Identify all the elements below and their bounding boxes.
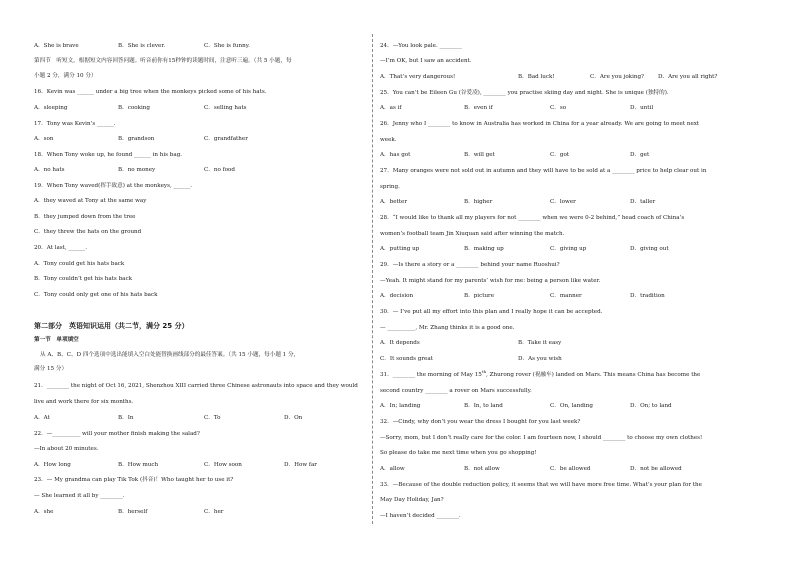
option-a: A．It depends [380,340,420,346]
option-d: D．giving out [630,246,669,252]
question-18: 18．When Tony woke up, he found ______ in his bag. [34,152,183,158]
option-a: A．as if [380,105,402,111]
q31-text-end: , Zhurong rover (祝融车) landed on Mars. This means China has become the [486,372,701,378]
option-d: D．How far [284,462,317,468]
q19-option-a: A．they waved at Tony at the same way [34,198,147,204]
option-c: C．selling hats [204,105,247,111]
option-d: D．Are you all right? [658,74,718,80]
option-a: A．decision [380,293,414,299]
option-a: A．allow [380,466,405,472]
option-b: B．Bad luck! [518,74,555,80]
q19-option-b: B．they jumped down from the tree [34,214,136,220]
section1-title: 第一节 单项填空 [34,337,79,343]
part2-title: 第二部分 英语知识运用（共二节，满分 25 分） [34,322,189,330]
option-b: B．She is clever. [118,43,166,49]
q31-text-start: 31．________ the morning of May 15 [380,372,482,378]
question-32-answer: —Sorry, mom, but I don’t really care for the color. I am fourteen now, I should ________ to choose my own clothes! [380,435,703,441]
q20-option-b: B．Tony couldn’t get his hats back [34,276,133,282]
q31-superscript: th [481,369,487,375]
option-c: C．lower [550,199,576,205]
section1-instructions-cont: 满分 15 分） [34,366,68,372]
question-29-answer: —Yeah. It might stand for my parents’ wish for me: being a person like water. [380,278,601,284]
question-32: 32．—Cindy, why don’t you wear the dress I bought for you last week? [380,419,581,425]
option-a: A．she [34,509,54,515]
question-33: 33．—Because of the double reduction policy, it seems that we will have more free time. What’s your plan for the [380,482,702,488]
option-b: B．will get [464,152,495,158]
option-d: D．until [630,105,654,111]
question-29: 29．—Is there a story or a ________ behind your name Ruoshui? [380,262,560,268]
question-33-cont: May Day Holiday, Jan? [380,497,444,503]
option-c: C．her [204,509,224,515]
question-26: 26．Jenny who I ________ to know in Australia has worked in China for a year already. We are going to meet next [380,121,700,127]
option-c: C．She is funny. [204,43,250,49]
option-d: D．On [284,415,303,421]
question-32-answer-cont: So please do take me next time when you go shopping! [380,450,537,456]
option-a: A．putting up [380,246,420,252]
question-23: 23．— My grandma can play Tik Tok (抖音)！Who taught her to use it? [34,477,234,483]
question-31 [380,369,701,379]
question-30: 30．— I’ve put all my effort into this plan and I really hope it can be accepted. [380,309,603,315]
option-c: C．It sounds great [380,356,433,362]
option-b: B．picture [464,293,495,299]
option-a: A．no hats [34,167,65,173]
option-c: C．To [204,415,221,421]
option-a: A．At [34,415,50,421]
option-a: A．has got [380,152,411,158]
question-19: 19．When Tony waved(挥手致意) at the monkeys, ______. [34,183,193,189]
question-21: 21．________ the night of Oct 16, 2021, Shenzhou XIII carried three Chinese astronauts into space and they would [34,383,358,389]
option-b: B．How much [118,462,159,468]
option-b: B．cooking [118,105,150,111]
option-b: B．Take it easy [518,340,562,346]
option-b: B．not allow [464,466,500,472]
option-c: C．grandfather [204,136,248,142]
option-b: B．In [118,415,134,421]
option-b: B．making up [464,246,504,252]
option-a: A．sleeping [34,105,68,111]
option-a: A．That’s very dangerous! [380,74,456,80]
question-21-cont: live and work there for six months. [34,399,134,405]
option-b: B．In, to land [464,403,503,409]
question-30-answer: — __________, Mr. Zhang thinks it is a good one. [380,325,515,331]
option-a: A．She is brave [34,43,79,49]
question-24: 24．—You look pale. ________ [380,43,462,49]
option-a: A．better [380,199,408,205]
question-28-cont: women’s football team Jin Xiuquan said after winning the match. [380,231,565,237]
question-31-cont: second country ________ a rover on Mars successfully. [380,388,532,394]
option-b: B．herself [118,509,148,515]
question-28: 28．“I would like to thank all my players for not ________ when we were 0-2 behind,” head coach of China’s [380,215,685,221]
question-26-cont: week. [380,137,397,143]
option-b: B．even if [464,105,493,111]
option-d: D．tradition [630,293,665,299]
option-c: C．manner [550,293,582,299]
option-a: A．How long [34,462,71,468]
option-b: B．no money [118,167,156,173]
question-20: 20．At last, ______. [34,245,88,251]
option-b: B．higher [464,199,493,205]
question-24-answer: —I’m OK, but I saw an accident. [380,58,472,64]
option-a: A．son [34,136,54,142]
part4-header: 第四节 听短文，根据短文内容回答问题。听音前你有15秒钟的读题时间，注意听三遍。（共 5 小题，每 [34,58,292,64]
option-c: C．got [550,152,570,158]
option-d: D．taller [630,199,656,205]
option-d: D．get [630,152,650,158]
option-b: B．grandson [118,136,155,142]
q19-option-c: C．they threw the hats on the ground [34,229,142,235]
option-c: C．How soon [204,462,242,468]
option-a: A．In; landing [380,403,421,409]
question-16: 16．Kevin was ______ under a big tree when the monkeys picked some of his hats. [34,89,267,95]
q20-option-c: C．Tony could only get one of his hats back [34,292,158,298]
option-c: C．no food [204,167,236,173]
question-23-answer: — She learned it all by ________. [34,493,125,499]
option-d: D．As you wish [518,356,562,362]
question-22-answer: —In about 20 minutes. [34,446,99,452]
section1-instructions: 从 A、B、C、D 四个选项中选出能填入空白处能替换画线部分的最佳答案。（共 15 小题，每小题 1 分， [40,352,300,358]
option-c: C．so [550,105,567,111]
question-25: 25．You can’t be Eileen Gu (谷爱凌), ________ you practise skiing day and night. She is unique (独特的). [380,90,669,96]
question-17: 17．Tony was Kevin’s ______. [34,121,116,127]
part4-header-cont: 小题 2 分，满分 10 分） [34,73,97,79]
option-c: C．On, landing [550,403,593,409]
q20-option-a: A．Tony could get his hats back [34,261,125,267]
column-divider [372,34,373,524]
option-d: D．On; to land [630,403,672,409]
option-c: C．giving up [550,246,587,252]
question-27: 27．Many oranges were not sold out in autumn and they will have to be sold at a ________ price to help clear out in [380,168,707,174]
option-d: D．not be allowed [630,466,682,472]
question-22: 22．—__________ will your mother finish making the salad? [34,431,200,437]
option-c: C．be allowed [550,466,591,472]
option-c: C．Are you joking? [590,74,645,80]
question-27-cont: spring. [380,184,400,190]
question-33-answer: —I haven’t decided ________. [380,513,461,519]
